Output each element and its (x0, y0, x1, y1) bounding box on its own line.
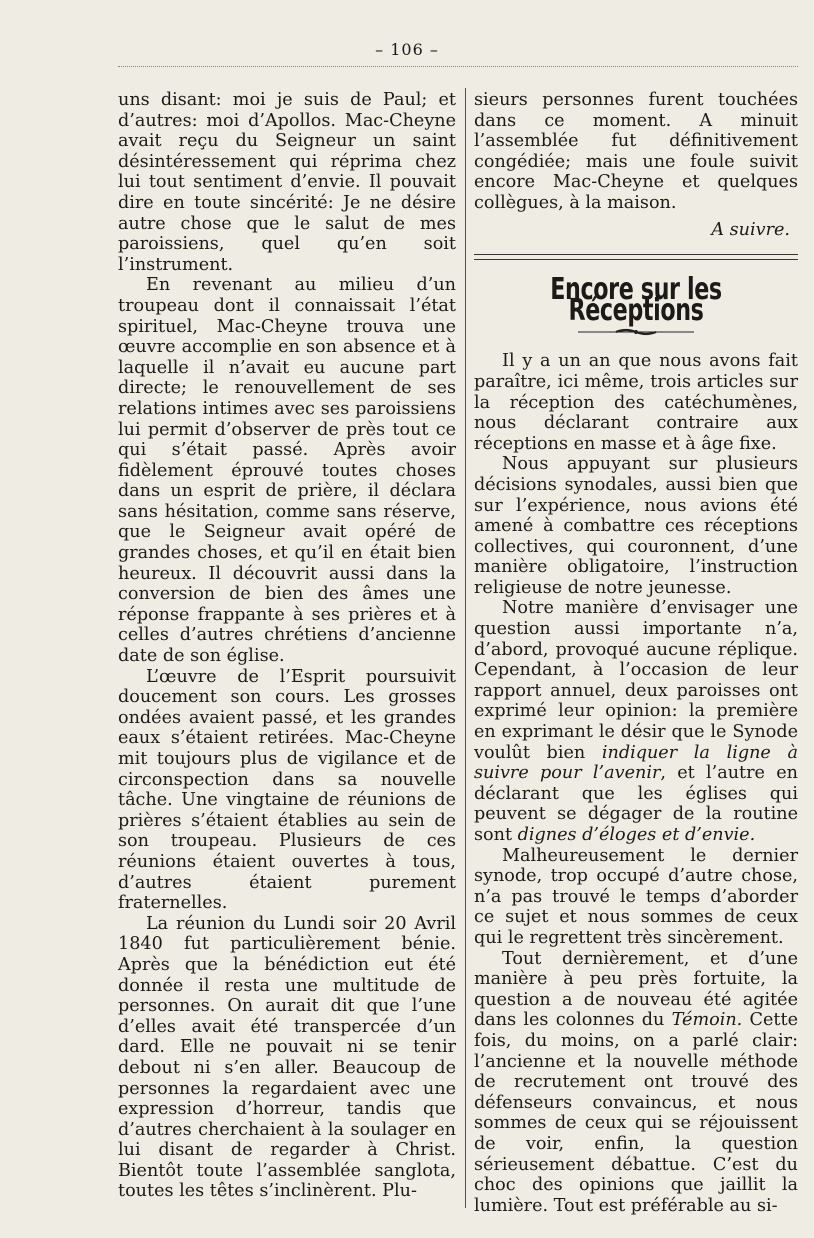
paragraph: Il y a un an que nous avons fait paraître, ici même, trois articles sur la réception des catéchumènes, nous déclarant contraire aux réceptions en masse et à âge fixe. (474, 351, 798, 454)
top-rule (118, 66, 798, 67)
signature: A suivre. (711, 219, 790, 240)
article-title: Encore sur les Réceptions (550, 272, 722, 328)
emphasis: indiquer la ligne à suivre pour l’avenir (474, 742, 798, 784)
paragraph: La réunion du Lundi soir 20 Avril 1840 fut particulièrement bénie. Après que la bénédiction eut été donnée il resta une multitude de personnes. On aurait dit que l’une d’elles avait été transpercée d’un dard. Elle ne pouvait ni se tenir debout ni s’en aller. Beaucoup de personnes la regardaient avec une expression d’horreur, tandis que d’autres cherchaient à la soulager en lui disant de regarder à Christ. Bientôt toute l’assemblée sanglota, toutes les têtes s’inclinèrent. Plu- (118, 913, 456, 1202)
text-run: Tout dernièrement, et d’une manière à peu près fortuite, la question a de nouveau été agitée dans les colonnes du (474, 948, 798, 1031)
paragraph (474, 949, 798, 1217)
emphasis: dignes d’éloges et d’envie. (517, 825, 756, 845)
emphasis: Témoin. (671, 1010, 743, 1031)
paragraph: uns disant: moi je suis de Paul; et d’autres: moi d’Apollos. Mac-Cheyne avait reçu du Seigneur un saint désintéressement qui réprima chez lui tout sentiment d’envie. Il pouvait dire en toute sincérité: Je ne désire autre chose que le salut de mes paroissiens, quel qu’en soit l’instrument. (118, 90, 456, 275)
left-column (118, 90, 456, 1202)
text-run: Notre manière d’envisager une question aussi importante n’a, d’abord, provoqué aucune réplique. Cependant, à l’occasion de leur rapport annuel, deux paroisses ont exprimé leur opinion: la première en exprimant le désir que le Synode voulût bien (474, 598, 798, 763)
section-double-rule (474, 254, 798, 260)
text-run: , et l’autre en déclarant que les églises qui peuvent se dégager de la routine sont (474, 763, 798, 845)
paragraph: En revenant au milieu d’un troupeau dont il connaissait l’état spirituel, Mac-Cheyne trouva une œuvre accomplie en son absence et à laquelle il n’avait eu aucune part directe; le renouvellement de ses relations intimes avec ses paroissiens lui permit d’observer de près tout ce qui s’était passé. Après avoir fidèlement éprouvé toutes choses dans un esprit de prière, il déclara sans hésitation, comme sans réserve, que le Seigneur avait opéré de grandes choses, et qu’il en était bien heureux. Il découvrit aussi dans la conversion de bien des âmes une réponse frappante à ses prières et à celles d’autres chrétiens d’ancienne date de son église. (118, 275, 456, 667)
paragraph (474, 598, 798, 845)
paragraph: Nous appuyant sur plusieurs décisions synodales, aussi bien que sur l’expérience, nous avions été amené à combattre ces réceptions collectives, qui couronnent, d’une manière obligatoire, l’instruction religieuse de notre jeunesse. (474, 454, 798, 598)
paragraph: L’œuvre de l’Esprit poursuivit doucement son cours. Les grosses ondées avaient passé, et les grandes eaux s’étaient retirées. Mac-Cheyne mit toujours plus de vigilance et de circonspection dans sa nouvelle tâche. Une vingtaine de réunions de prières s’étaient établies au sein de son troupeau. Plusieurs de ces réunions étaient ouvertes à tous, d’autres étaient purement fraternelles. (118, 666, 456, 914)
ornament-rule-icon (576, 327, 696, 337)
continuation-paragraph: sieurs personnes furent touchées dans ce moment. A minuit l’assemblée fut définitivement congédiée; mais une foule suivit encore Mac-Cheyne et quelques collègues, à la maison. (474, 90, 798, 213)
page-number: – 106 – (375, 40, 439, 59)
column-divider (465, 88, 466, 1208)
paragraph: Malheureusement le dernier synode, trop occupé d’autre chose, n’a pas trouvé le temps d’aborder ce sujet et nous sommes de ceux qui le regrettent très sincèrement. (474, 845, 798, 948)
text-run: Cette fois, du moins, on a parlé clair: l’ancienne et la nouvelle méthode de recrutement ont trouvé des défenseurs convaincus, et nous sommes de ceux qui se réjouissent de voir, enfin, la question sérieusement débattue. C’est du choc des opinions que jaillit la lumière. Tout est préférable au si- (474, 1010, 798, 1216)
right-column (474, 90, 798, 1216)
